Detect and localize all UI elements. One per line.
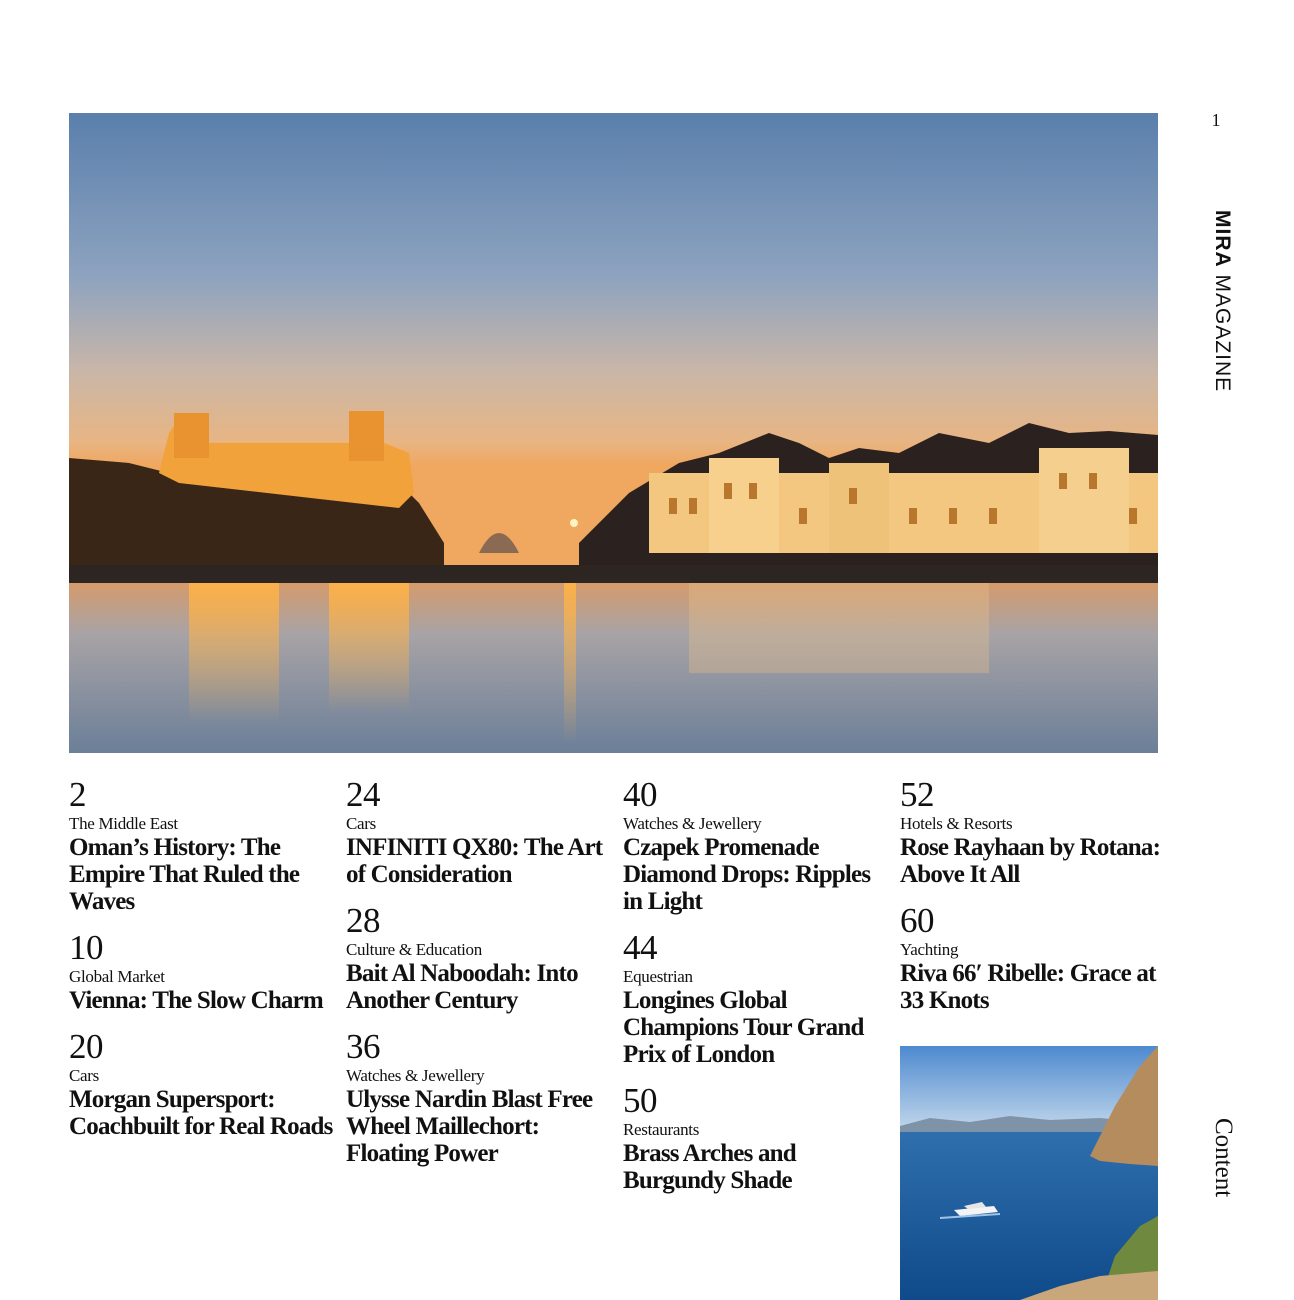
entry-category: Restaurants	[623, 1120, 700, 1139]
toc-entry[interactable]	[900, 902, 1170, 1014]
toc-column-2	[346, 776, 616, 1181]
entry-title: Morgan Supersport: Coachbuilt for Real Roads	[69, 1086, 333, 1140]
brand-bold: MIRA	[1211, 210, 1234, 268]
entry-title: Vienna: The Slow Charm	[69, 987, 323, 1014]
toc-entry[interactable]	[623, 1082, 893, 1194]
entry-title: Rose Rayhaan by Rotana: Above It All	[900, 834, 1161, 888]
entry-page-number: 28	[346, 901, 380, 940]
entry-page-number: 2	[69, 775, 86, 814]
entry-title: Ulysse Nardin Blast Free Wheel Maillechort: Floating Power	[346, 1086, 593, 1167]
hero-image	[69, 113, 1158, 753]
entry-category: The Middle East	[69, 814, 178, 833]
section-label: Content	[1210, 1118, 1237, 1198]
entry-title: Longines Global Champions Tour Grand Prix of London	[623, 987, 864, 1068]
entry-title: Riva 66′ Ribelle: Grace at 33 Knots	[900, 960, 1156, 1014]
entry-category: Yachting	[900, 940, 959, 959]
toc-entry[interactable]	[623, 776, 893, 915]
toc-entry[interactable]	[623, 929, 893, 1068]
entry-page-number: 20	[69, 1027, 103, 1066]
entry-page-number: 52	[900, 775, 934, 814]
entry-category: Culture & Education	[346, 940, 482, 959]
entry-title: Oman’s History: The Empire That Ruled the Waves	[69, 834, 300, 915]
entry-category: Equestrian	[623, 967, 693, 986]
brand-light: MAGAZINE	[1211, 267, 1234, 393]
toc-column-1	[69, 776, 339, 1154]
hero-illustration	[69, 113, 1158, 753]
entry-category: Cars	[69, 1066, 99, 1085]
entry-page-number: 24	[346, 775, 380, 814]
entry-page-number: 40	[623, 775, 657, 814]
entry-title: Brass Arches and Burgundy Shade	[623, 1140, 796, 1194]
entry-page-number: 60	[900, 901, 934, 940]
toc-entry[interactable]	[346, 1028, 616, 1167]
entry-title: INFINITI QX80: The Art of Consideration	[346, 834, 603, 888]
entry-page-number: 10	[69, 928, 103, 967]
thumbnail-illustration	[900, 1046, 1158, 1300]
entry-page-number: 44	[623, 928, 657, 967]
page-number: 1	[1211, 110, 1221, 130]
entry-category: Cars	[346, 814, 376, 833]
entry-category: Watches & Jewellery	[623, 814, 762, 833]
yacht-thumbnail	[900, 1046, 1158, 1300]
toc-entry[interactable]	[346, 902, 616, 1014]
toc-column-4	[900, 776, 1170, 1028]
entry-title: Czapek Promenade Diamond Drops: Ripples in Light	[623, 834, 871, 915]
toc-entry[interactable]	[69, 776, 339, 915]
entry-page-number: 50	[623, 1081, 657, 1120]
entry-category: Global Market	[69, 967, 165, 986]
toc-entry[interactable]	[900, 776, 1170, 888]
magazine-brand	[1210, 210, 1234, 410]
entry-category: Watches & Jewellery	[346, 1066, 485, 1085]
toc-column-3	[623, 776, 893, 1208]
entry-page-number: 36	[346, 1027, 380, 1066]
entry-title: Bait Al Naboodah: Into Another Century	[346, 960, 578, 1014]
toc-entry[interactable]	[69, 929, 339, 1014]
toc-entry[interactable]	[346, 776, 616, 888]
entry-category: Hotels & Resorts	[900, 814, 1013, 833]
toc-entry[interactable]	[69, 1028, 339, 1140]
